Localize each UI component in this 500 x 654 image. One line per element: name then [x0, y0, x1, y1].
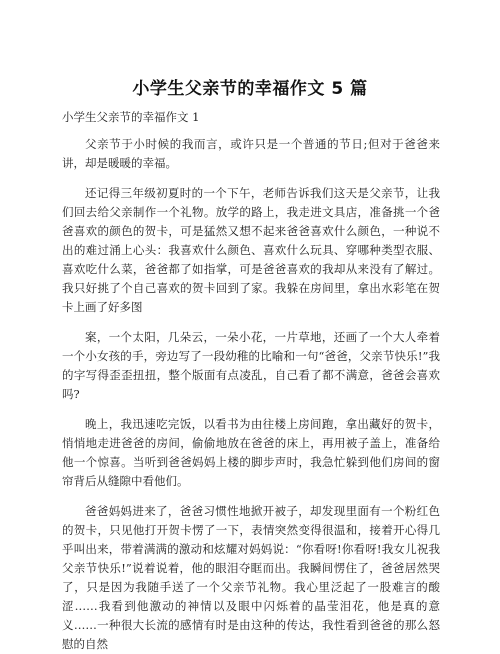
paragraph: 爸爸妈妈进来了，爸爸习惯性地掀开被子，却发现里面有一个粉红色的贺卡，只见他打开贺卡愣了一下，表情突然变得很温和，接着开心得几乎叫出来，带着满满的激动和炫耀对妈妈说：“你看呀!你看呀!我女儿祝我父亲节快乐!”说着说着，他的眼泪夺眶而出。我瞬间愣住了，爸爸居然哭了，只是因为我随手送了一个父亲节礼物。我心里泛起了一股难言的酸涩……我看到他激动的神情以及眼中闪烁着的晶莹泪花，他是真的意义……一种很大长流的感情有时是由这种的传达，我性看到爸爸的那么怒慰的自然 — [62, 504, 440, 651]
paragraph: 晚上，我迅速吃完饭，以看书为由往楼上房间跑，拿出藏好的贺卡，悄悄地走进爸爸的房间，偷偷地放在爸爸的床上，再用被子盖上，准备给他一个惊喜。当听到爸爸妈妈上楼的脚步声时，我急忙躲到他们房间的窗帘背后从缝隙中看他们。 — [62, 417, 440, 488]
paragraph: 父亲节于小时候的我而言，或许只是一个普通的节日;但对于爸爸来讲，却是暖暖的幸福。 — [62, 137, 440, 170]
section-subtitle: 小学生父亲节的幸福作文 1 — [62, 110, 200, 124]
paragraph: 还记得三年级初夏时的一个下午，老师告诉我们这天是父亲节，让我们回去给父亲制作一个礼物。放学的路上，我走进文具店，准备挑一个爸爸喜欢的颜色的贺卡，可是猛然又想不起来爸爸喜欢什么颜色，一种说不出的难过涌上心头：我喜欢什么颜色、喜欢什么玩具、穿哪种类型衣服、喜欢吃什么菜，爸爸都了如指掌，可是爸爸喜欢的我却从来没有了解过。我只好挑了个自己喜欢的贺卡回到了家。我躲在房间里，拿出水彩笔在贺卡上画了好多图 — [62, 186, 440, 314]
paragraph: 案，一个太阳，几朵云，一朵小花，一片草地，还画了一个大人牵着一个小女孩的手，旁边写了一段幼稚的比喻和一句“爸爸，父亲节快乐!”我的字写得歪歪扭扭，整个版面有点凌乱，自己看了都不满意，爸爸会喜欢吗? — [62, 330, 440, 401]
document-title: 小学生父亲节的幸福作文 5 篇 — [132, 79, 368, 99]
document-body — [62, 135, 440, 654]
